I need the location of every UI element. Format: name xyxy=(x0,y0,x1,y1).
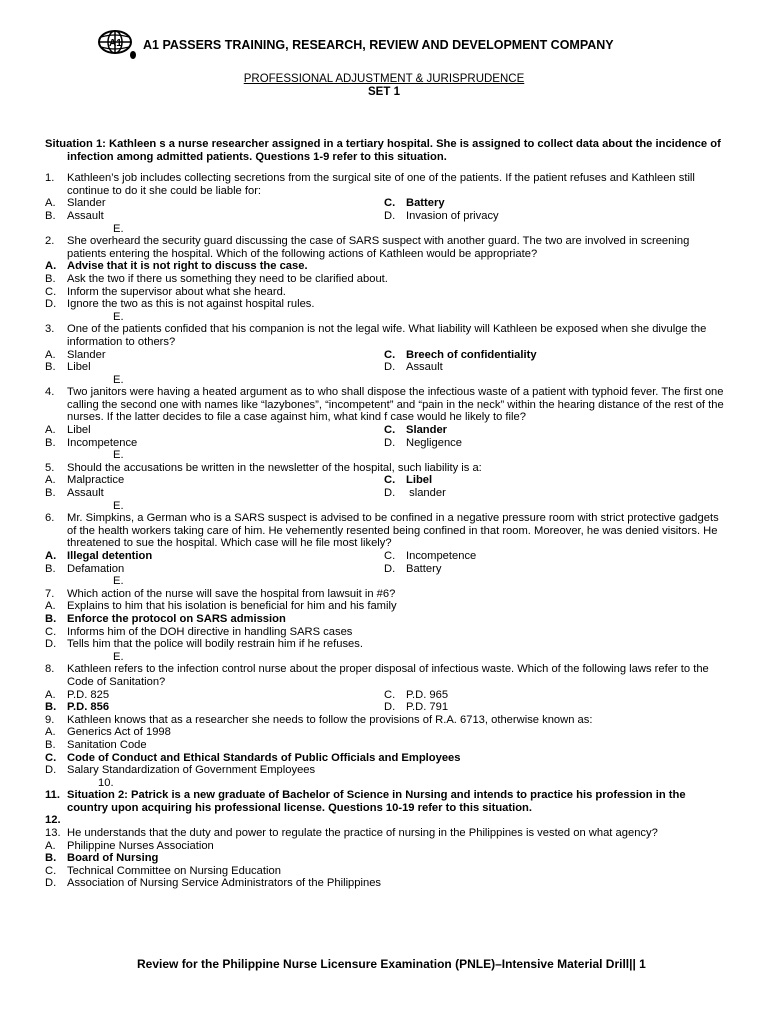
option-text: Technical Committee on Nursing Education xyxy=(67,864,281,877)
option-letter: B. xyxy=(45,562,56,575)
option-text: Defamation xyxy=(67,562,125,575)
option-text: Slander xyxy=(67,348,106,361)
option-text: Libel xyxy=(67,361,91,374)
option-letter: B. xyxy=(45,272,56,285)
situation-2 xyxy=(45,789,725,814)
option-letter: C. xyxy=(384,474,396,487)
option-letter: D. xyxy=(384,487,396,500)
question-text: Should the accusations be written in the newsletter of the hospital, such liability is a: xyxy=(67,461,482,474)
option-c xyxy=(384,197,723,210)
company-name: A1 PASSERS TRAINING, RESEARCH, REVIEW AND DEVELOPMENT COMPANY xyxy=(143,38,614,52)
option-text: Battery xyxy=(406,562,442,575)
option-text: Slander xyxy=(67,197,106,210)
subject-title-text: PROFESSIONAL ADJUSTMENT & JURISPRUDENCE xyxy=(243,73,525,85)
option-text: Tells him that the police will bodily restrain him if he refuses. xyxy=(67,638,363,651)
set-label: SET 1 xyxy=(368,86,400,98)
option-b xyxy=(45,852,725,865)
option-e: E. xyxy=(113,449,124,462)
option-letter: A. xyxy=(45,600,56,613)
question-stem xyxy=(45,714,725,727)
item-number: 12. xyxy=(45,814,61,827)
option-b xyxy=(45,273,725,286)
option-b xyxy=(45,437,384,450)
option-letter: B. xyxy=(45,852,57,865)
option-text: Breech of confidentiality xyxy=(406,348,537,361)
option-text: Assault xyxy=(406,361,443,374)
option-text: Sanitation Code xyxy=(67,738,147,751)
option-text: Libel xyxy=(406,474,433,487)
question-number: 13. xyxy=(45,827,61,840)
option-text: Assault xyxy=(67,487,104,500)
question-number: 9. xyxy=(45,713,55,726)
option-a xyxy=(45,260,725,273)
option-letter: A. xyxy=(45,348,56,361)
question-stem xyxy=(45,512,725,550)
option-letter: D. xyxy=(384,361,396,374)
option-letter: B. xyxy=(45,701,57,714)
option-b xyxy=(45,361,384,374)
option-letter: A. xyxy=(45,550,57,562)
option-letter: D. xyxy=(45,638,57,651)
question-stem xyxy=(45,588,725,601)
option-letter: D. xyxy=(384,701,396,714)
option-text: Board of Nursing xyxy=(67,852,159,865)
question-number: 5. xyxy=(45,461,55,474)
option-c xyxy=(384,424,723,437)
option-text: Libel xyxy=(67,424,91,437)
option-d xyxy=(384,437,723,450)
question-number: 2. xyxy=(45,235,55,248)
option-letter: B. xyxy=(45,612,57,625)
option-d xyxy=(45,877,725,890)
option-letter: C. xyxy=(45,751,57,764)
option-c xyxy=(45,286,725,299)
option-e: E. xyxy=(113,373,124,386)
option-letter: B. xyxy=(45,738,56,751)
option-d xyxy=(384,701,723,714)
option-a xyxy=(45,474,384,487)
question-number: 8. xyxy=(45,663,55,676)
question-stem xyxy=(45,172,725,197)
option-text: Explains to him that his isolation is beneficial for him and his family xyxy=(67,600,397,613)
option-e: E. xyxy=(113,575,124,588)
option-b xyxy=(45,563,384,576)
option-b xyxy=(45,701,384,714)
option-letter: C. xyxy=(384,550,396,562)
question-number: 6. xyxy=(45,512,55,525)
option-c xyxy=(45,865,725,878)
option-letter: A. xyxy=(45,260,57,273)
option-text: Malpractice xyxy=(67,474,125,487)
option-letter: D. xyxy=(384,436,396,449)
option-a xyxy=(45,197,384,210)
option-text: Philippine Nurses Association xyxy=(67,839,214,852)
option-row xyxy=(45,487,725,500)
option-d xyxy=(384,487,723,500)
option-d xyxy=(384,563,723,576)
option-c xyxy=(384,349,723,362)
option-text: Slander xyxy=(406,424,448,437)
option-d xyxy=(45,298,725,311)
option-letter: C. xyxy=(384,348,396,361)
situation-1: Situation 1: Kathleen s a nurse researcher assigned in a tertiary hospital. She is assigned to collect data about the incidence of infection among admitted patients. Questions 1-9 refer to this situation. xyxy=(45,138,721,163)
option-c xyxy=(384,474,723,487)
item-12 xyxy=(45,814,725,827)
option-row xyxy=(45,550,725,563)
question-stem xyxy=(45,323,725,348)
option-letter: A. xyxy=(45,726,56,739)
option-row xyxy=(45,437,725,450)
option-e: E. xyxy=(113,222,124,235)
option-letter: A. xyxy=(45,424,56,437)
option-row xyxy=(45,197,725,210)
option-c xyxy=(384,550,723,563)
option-c xyxy=(384,689,723,702)
option-e: E. xyxy=(113,310,124,323)
option-letter: A. xyxy=(45,474,56,487)
questions-content xyxy=(45,138,725,890)
question-text: Kathleen refers to the infection control nurse about the proper disposal of infectious waste. Which of the following laws refer to the Code of Sanitation? xyxy=(67,663,709,688)
option-a xyxy=(45,726,725,739)
option-text: Advise that it is not right to discuss the case. xyxy=(67,260,308,273)
option-letter: D. xyxy=(45,764,57,777)
option-letter: B. xyxy=(45,361,56,374)
option-a xyxy=(45,424,384,437)
option-text: Informs him of the DOH directive in handling SARS cases xyxy=(67,625,353,638)
globe-logo-icon xyxy=(98,29,136,59)
option-text: Illegal detention xyxy=(67,550,153,562)
option-letter: B. xyxy=(45,487,56,500)
option-text: Incompetence xyxy=(406,550,477,562)
option-a xyxy=(45,550,384,563)
option-b xyxy=(45,739,725,752)
option-text: Association of Nursing Service Administrators of the Philippines xyxy=(67,877,382,890)
option-row xyxy=(45,349,725,362)
option-d xyxy=(384,210,723,223)
option-letter: C. xyxy=(45,285,57,298)
option-letter: B. xyxy=(45,436,56,449)
option-row xyxy=(45,563,725,576)
option-letter: A. xyxy=(45,688,56,701)
option-letter: D. xyxy=(384,209,396,222)
option-letter: A. xyxy=(45,839,56,852)
option-row xyxy=(45,424,725,437)
item-10-label: 10. xyxy=(98,776,114,789)
option-letter: C. xyxy=(45,864,57,877)
option-b xyxy=(45,210,384,223)
option-letter: A. xyxy=(45,197,56,210)
question-stem xyxy=(45,462,725,475)
option-letter: B. xyxy=(45,209,56,222)
option-text: Assault xyxy=(67,209,104,222)
option-row xyxy=(45,210,725,223)
question-text: Kathleen’s job includes collecting secretions from the surgical site of one of the patients. If the patient refuses and Kathleen still continue to do it she could be liable for: xyxy=(67,172,695,197)
option-text: Enforce the protocol on SARS admission xyxy=(67,612,286,625)
question-text: One of the patients confided that his companion is not the legal wife. What liability will Kathleen be exposed when she divulge the information to others? xyxy=(67,323,707,348)
option-text: P.D. 825 xyxy=(67,688,110,701)
option-a xyxy=(45,600,725,613)
option-text: Negligence xyxy=(406,436,462,449)
option-a xyxy=(45,689,384,702)
question-stem xyxy=(45,663,725,688)
option-text: P.D. 791 xyxy=(406,701,449,714)
item-number: 11. xyxy=(45,789,60,802)
option-text: Incompetence xyxy=(67,436,138,449)
option-letter: D. xyxy=(384,562,396,575)
option-text: Inform the supervisor about what she heard. xyxy=(67,285,286,298)
option-a xyxy=(45,349,384,362)
question-text: Mr. Simpkins, a German who is a SARS suspect is advised to be confined in a negative pressure room with strict protective gadgets of the health workers taking care of him. He vehemently resented being confined in that room. Moreover, he was denied visitors. He threatened to sue the hospital. Which case will he file most likely? xyxy=(67,512,719,550)
subject-title xyxy=(0,73,768,85)
question-text: Two janitors were having a heated argument as to who shall dispose the infectious waste of a patient with typhoid fever. The first one calling the second one with names like “lazybones”, “incompetent” and “pain in the neck” within the hearing distance of the rest of the nurses. If the latter decides to file a case against him, what kind f case would he likely to file? xyxy=(67,386,724,424)
option-letter: C. xyxy=(384,424,396,437)
question-stem xyxy=(45,827,725,840)
option-letter: C. xyxy=(45,625,57,638)
option-row xyxy=(45,689,725,702)
option-e: E. xyxy=(113,499,124,512)
question-number: 4. xyxy=(45,386,55,399)
option-b xyxy=(45,613,725,626)
option-row xyxy=(45,361,725,374)
option-text: Ignore the two as this is not against hospital rules. xyxy=(67,298,315,311)
question-number: 1. xyxy=(45,172,55,185)
option-text: P.D. 965 xyxy=(406,688,449,701)
option-letter: C. xyxy=(384,197,396,210)
question-text: Kathleen knows that as a researcher she needs to follow the provisions of R.A. 6713, otherwise known as: xyxy=(67,713,593,726)
option-text: Invasion of privacy xyxy=(406,209,499,222)
question-text: He understands that the duty and power to regulate the practice of nursing in the Philippines is vested on what agency? xyxy=(67,827,658,840)
option-a xyxy=(45,840,725,853)
question-stem xyxy=(45,235,725,260)
option-d xyxy=(384,361,723,374)
option-b xyxy=(45,487,384,500)
option-text: slander xyxy=(406,487,446,500)
option-d xyxy=(45,638,725,651)
question-stem xyxy=(45,386,725,424)
option-text: Code of Conduct and Ethical Standards of Public Officials and Employees xyxy=(67,751,461,764)
option-row xyxy=(45,701,725,714)
question-text: She overheard the security guard discussing the case of SARS suspect with another guard. The two are involved in screening patients entering the hospital. Which of the following actions of Kathleen would be appropriate? xyxy=(67,235,690,260)
option-text: Generics Act of 1998 xyxy=(67,726,171,739)
page-footer: Review for the Philippine Nurse Licensure Examination (PNLE)–Intensive Material Drill|| 1 xyxy=(137,957,646,971)
option-letter: C. xyxy=(384,688,396,701)
option-c xyxy=(45,626,725,639)
question-text: Which action of the nurse will save the hospital from lawsuit in #6? xyxy=(67,587,396,600)
option-c xyxy=(45,752,725,765)
svg-text:A1: A1 xyxy=(109,38,122,49)
option-e: E. xyxy=(113,650,124,663)
option-letter: D. xyxy=(45,298,57,311)
option-letter: D. xyxy=(45,877,57,890)
option-row xyxy=(45,474,725,487)
question-number: 3. xyxy=(45,323,55,336)
option-d xyxy=(45,764,725,777)
option-text: Salary Standardization of Government Employees xyxy=(67,764,316,777)
question-number: 7. xyxy=(45,587,55,600)
option-text: P.D. 856 xyxy=(67,701,110,714)
situation-text: Situation 2: Patrick is a new graduate of Bachelor of Science in Nursing and intends to practice his profession in the country upon acquiring his professional license. Questions 10-19 refer to this situation. xyxy=(67,789,686,814)
option-text: Battery xyxy=(406,197,445,210)
option-text: Ask the two if there us something they need to be clarified about. xyxy=(67,272,388,285)
